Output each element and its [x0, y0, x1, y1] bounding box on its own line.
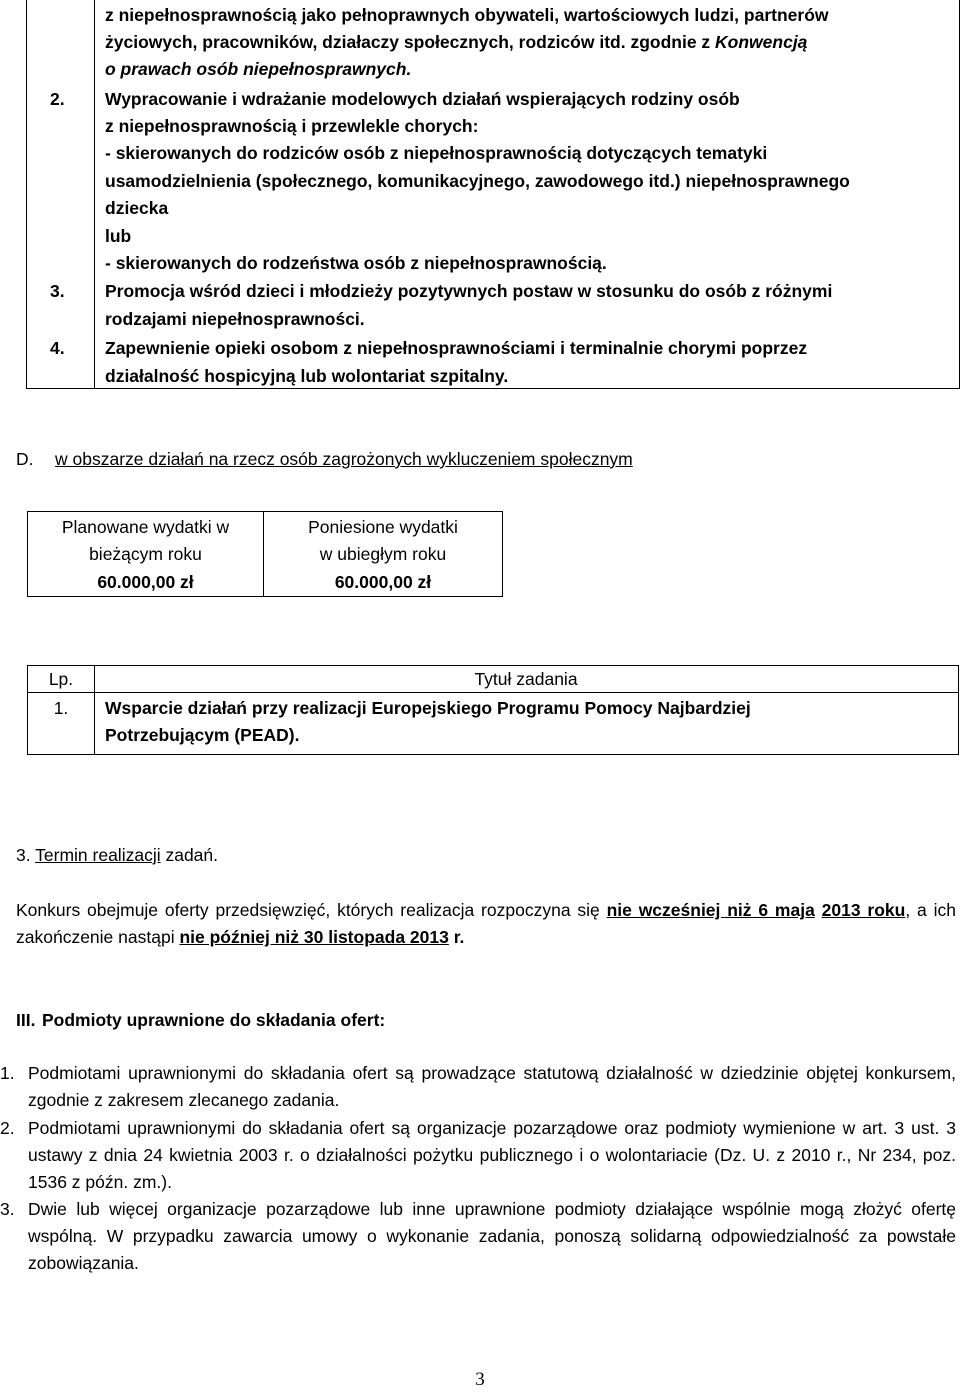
item3-line1: Promocja wśród dzieci i młodzieży pozytywnych postaw w stosunku do osób z różnymi	[105, 281, 833, 301]
item1-line3: o prawach osób niepełnosprawnych.	[105, 59, 412, 79]
planned-header-line1: Planowane wydatki w	[61, 517, 230, 537]
incurred-expenses-value: 60.000,00 zł	[334, 572, 432, 592]
konkurs-text-2: , a ich zakończenie nastąpi	[16, 900, 956, 947]
top-table	[26, 0, 960, 389]
termin-number: 3.	[16, 845, 36, 865]
planned-expenses-value: 60.000,00 zł	[97, 572, 194, 592]
termin-underlined: Termin realizacji	[35, 845, 161, 865]
item2-line7: - skierowanych do rodzeństwa osób z niepełnosprawnością.	[105, 253, 607, 273]
task-row-number: 1.	[53, 698, 69, 718]
task-row-title-line2: Potrzebującym (PEAD).	[105, 725, 300, 745]
point-2-number: 2.	[0, 1118, 15, 1138]
konkurs-text-3: r.	[448, 927, 465, 947]
section-d-heading	[16, 446, 633, 473]
point-2	[0, 1115, 956, 1196]
konkurs-end-date: nie później niż 30 listopada 2013	[179, 927, 449, 947]
item1-line2-text: życiowych, pracowników, działaczy społecznych, rodziców itd. zgodnie z	[105, 32, 716, 52]
item3-number: 3.	[50, 281, 65, 301]
termin-heading	[16, 842, 956, 869]
konkurs-text-1: Konkurs obejmuje oferty przedsięwzięć, których realizacja rozpoczyna się	[16, 900, 607, 920]
item2-line1: Wypracowanie i wdrażanie modelowych działań wspierających rodziny osób	[105, 89, 740, 109]
section-iii-title: Podmioty uprawnione do składania ofert:	[42, 1010, 386, 1030]
point-1	[0, 1060, 956, 1114]
item2-number: 2.	[50, 89, 65, 109]
section-iii-heading	[16, 1007, 956, 1034]
point-3-text: Dwie lub więcej organizacje pozarządowe lub inne uprawnione podmioty działające wspólnie mogą złożyć ofertę wspólną. W przypadku zawarcia umowy o wykonanie zadania, ponoszą solidarną odpowiedzialność za powstałe zobowiązania.	[28, 1199, 956, 1273]
incurred-header-line2: w ubiegłym roku	[319, 544, 447, 564]
item4-line2: działalność hospicyjną lub wolontariat szpitalny.	[105, 366, 509, 386]
point-1-text: Podmiotami uprawnionymi do składania ofert są prowadzące statutową działalność w dziedzinie objętej konkursem, zgodnie z zakresem zlecanego zadania.	[28, 1063, 956, 1110]
expenses-table	[27, 511, 503, 597]
tasks-header-title: Tytuł zadania	[474, 669, 578, 689]
point-3-number: 3.	[0, 1199, 15, 1219]
point-2-text: Podmiotami uprawnionymi do składania ofert są organizacje pozarządowe oraz podmioty wymienione w art. 3 ust. 3 ustawy z dnia 24 kwietnia 2003 r. o działalności pożytku publicznego i o wolontariacie (Dz. U. z 2010 r., Nr 234, poz. 1536 z późn. zm.).	[28, 1118, 956, 1192]
item1-line1: z niepełnosprawnością jako pełnoprawnych obywateli, wartościowych ludzi, partnerów	[105, 5, 829, 25]
point-1-number: 1.	[0, 1063, 15, 1083]
task-row-title-line1: Wsparcie działań przy realizacji Europejskiego Programu Pomocy Najbardziej	[105, 698, 751, 718]
incurred-expenses-header	[264, 514, 502, 568]
item1-line2-italic: Konwencją	[715, 32, 808, 52]
point-3	[0, 1196, 956, 1277]
item2-line4: usamodzielnienia (społecznego, komunikacyjnego, zawodowego itd.) niepełnosprawnego	[105, 171, 850, 191]
section-iii-number: III.	[16, 1010, 36, 1030]
item1-line2	[105, 29, 807, 56]
termin-rest: zadań.	[160, 845, 218, 865]
item2-line6: lub	[105, 226, 132, 246]
tasks-header-lp: Lp.	[48, 669, 74, 689]
section-d-label: D.	[16, 449, 34, 469]
item4-line1: Zapewnienie opieki osobom z niepełnosprawnościami i terminalnie chorymi poprzez	[105, 338, 808, 358]
column-divider	[94, 0, 95, 388]
item2-line2: z niepełnosprawnością i przewlekle chorych:	[105, 116, 479, 136]
incurred-header-line1: Poniesione wydatki	[308, 517, 458, 537]
item4-number: 4.	[50, 338, 65, 358]
konkurs-paragraph	[16, 897, 956, 951]
item2-line3: - skierowanych do rodziców osób z niepełnosprawnością dotyczących tematyki	[105, 143, 768, 163]
item3-line2: rodzajami niepełnosprawności.	[105, 309, 365, 329]
konkurs-start-date: nie wcześniej niż 6 maja	[606, 900, 815, 920]
konkurs-start-year: 2013 roku	[821, 900, 906, 920]
planned-header-line2: bieżącym roku	[89, 544, 202, 564]
item2-line5: dziecka	[105, 198, 169, 218]
page-number: 3	[475, 1369, 485, 1390]
tasks-table	[27, 665, 959, 755]
planned-expenses-header	[28, 514, 263, 568]
section-d-title: w obszarze działań na rzecz osób zagrożonych wykluczeniem społecznym	[55, 449, 633, 469]
